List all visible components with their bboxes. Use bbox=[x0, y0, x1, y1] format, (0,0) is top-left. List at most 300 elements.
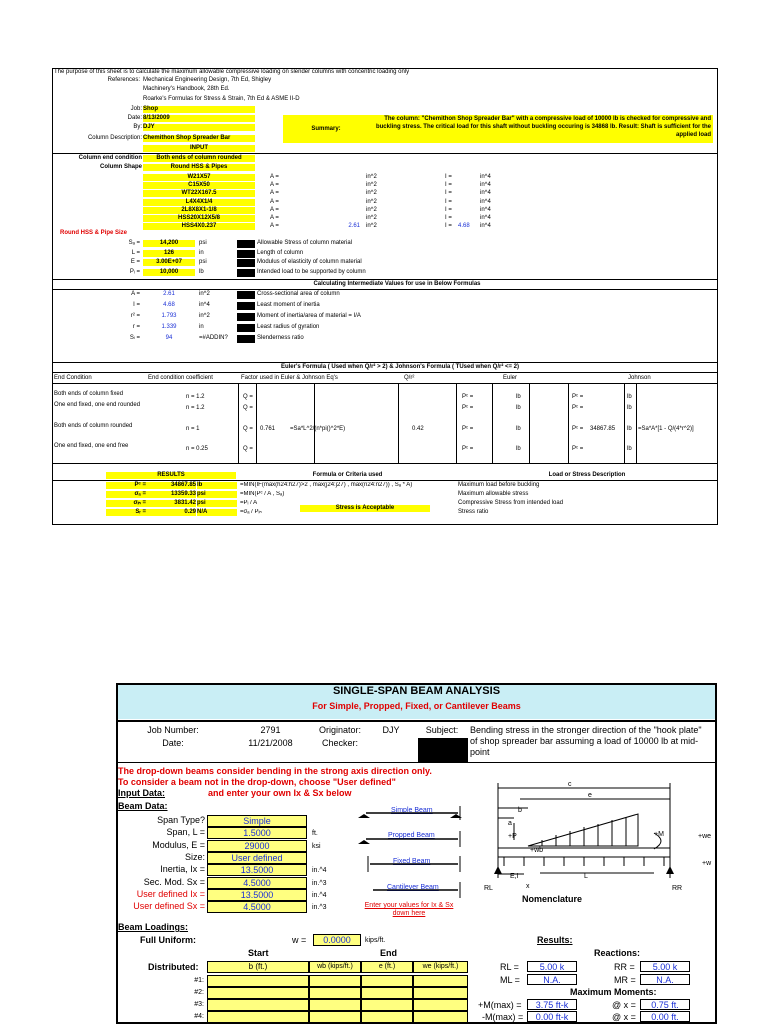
coldesc-label: Column Description: bbox=[87, 135, 142, 141]
result-symbol: σₐ = bbox=[106, 491, 146, 498]
date-label-2: Date: bbox=[162, 738, 184, 748]
grid-line bbox=[456, 383, 457, 463]
label-l: L bbox=[584, 873, 588, 880]
johnson-label: Pᶜ = bbox=[572, 426, 584, 432]
result-unit: lb bbox=[197, 482, 237, 489]
originator-value[interactable]: DJY bbox=[382, 725, 400, 735]
mr-label: MR = bbox=[614, 975, 636, 985]
result-value: 13359.33 bbox=[146, 491, 196, 498]
prop-value[interactable]: 14,200 bbox=[143, 240, 195, 247]
result-unit: psi bbox=[197, 491, 237, 498]
coldesc-value[interactable]: Chemithon Shop Spreader Bar bbox=[143, 135, 255, 142]
dist-col-we: we (kips/ft.) bbox=[413, 961, 468, 973]
interm-description: Slenderness ratio bbox=[257, 335, 304, 341]
shape-option[interactable]: W21X57 bbox=[143, 174, 255, 181]
beam-type-icons bbox=[358, 798, 468, 898]
beam-data-label: Beam Data: bbox=[118, 801, 168, 811]
johnson-label: Pᶜ = bbox=[572, 405, 584, 411]
label-x: x bbox=[526, 883, 530, 890]
grid-line bbox=[529, 383, 530, 463]
beam-field-label: Inertia, Ix = bbox=[160, 864, 205, 875]
area-label: A = bbox=[270, 182, 279, 189]
beam-field-unit: in.^3 bbox=[312, 879, 327, 887]
q-ratio: 0.42 bbox=[412, 426, 424, 432]
col-coefficient: End condition coefficient bbox=[148, 375, 213, 381]
label-rl: RL bbox=[484, 885, 493, 892]
area-unit: in^2 bbox=[366, 190, 377, 197]
interm-symbol: I = bbox=[133, 302, 140, 308]
euler-label: Pᶜ = bbox=[462, 394, 474, 400]
inertia-unit: in^4 bbox=[480, 174, 491, 180]
nomenclature-label: Nomenclature bbox=[522, 894, 583, 903]
prop-description: Allowable Stress of column material bbox=[257, 240, 353, 246]
rule bbox=[52, 463, 718, 464]
beam-field-unit: ksi bbox=[312, 842, 321, 850]
interm-value: 1.793 bbox=[161, 313, 177, 319]
q-label: Q = bbox=[243, 446, 253, 452]
area-label: A = bbox=[270, 190, 279, 197]
euler-label: Pᶜ = bbox=[462, 405, 474, 411]
label-w: +w bbox=[702, 860, 712, 867]
euler-label: Pᶜ = bbox=[462, 426, 474, 432]
mpos-x-value: 0.75 ft. bbox=[640, 999, 690, 1010]
result-value: 34867.85 bbox=[146, 482, 196, 489]
beam-subtitle: For Simple, Propped, Fixed, or Cantilever Beams bbox=[312, 701, 521, 711]
area-unit: in^2 bbox=[366, 223, 377, 230]
max-moments-label: Maximum Moments: bbox=[570, 987, 657, 997]
shape-option[interactable]: 2L8X8X1-1/8 bbox=[143, 207, 255, 214]
w-unit: kips/ft. bbox=[365, 937, 386, 944]
condition-coefficient: n = 1.2 bbox=[186, 394, 205, 400]
rr-value: 5.00 k bbox=[640, 961, 690, 972]
area-unit: in^2 bbox=[366, 182, 377, 189]
mneg-label: -M(max) = bbox=[482, 1012, 524, 1022]
interm-unit: =#ADDIN? bbox=[199, 335, 228, 341]
black-cell bbox=[237, 259, 255, 267]
grid-line bbox=[238, 383, 239, 463]
prop-symbol: L = bbox=[131, 249, 140, 256]
prop-description: Intended load to be supported by column bbox=[257, 268, 366, 275]
inertia-unit: in^4 bbox=[480, 198, 491, 205]
beam-field-unit: in.^4 bbox=[312, 891, 327, 899]
interm-symbol: r² = bbox=[130, 313, 140, 319]
prop-description: Modulus of elasticity of column material bbox=[257, 259, 362, 265]
loaddesc-header: Load or Stress Description bbox=[548, 472, 626, 478]
area-unit: in^2 bbox=[366, 215, 377, 221]
q-formula: =Sa*L^2/(n*pi()^2*E) bbox=[290, 426, 346, 432]
cantilever-beam-button[interactable]: Cantilever Beam bbox=[387, 884, 439, 891]
subject-value[interactable]: Bending stress in the stronger direction of the "hook plate" of shop spreader bar assuming a load of 10000 lb at mid-point bbox=[470, 725, 702, 757]
label-ei: E,I bbox=[510, 873, 519, 880]
inertia-label: I = bbox=[445, 206, 452, 213]
col-factor: Factor used in Euler & Johnson Eq's bbox=[241, 375, 338, 381]
inertia-label: I = bbox=[445, 215, 452, 221]
input-data-label: Input Data: bbox=[118, 788, 165, 798]
subject-black-fill bbox=[418, 738, 468, 762]
black-cell bbox=[237, 302, 255, 310]
euler-unit: lb bbox=[516, 446, 521, 452]
rule bbox=[52, 279, 718, 280]
shape-label: Column Shape bbox=[99, 164, 142, 170]
fixed-beam-button[interactable]: Fixed Beam bbox=[393, 858, 431, 865]
job-value[interactable]: Shop bbox=[143, 106, 255, 113]
rule bbox=[118, 762, 715, 763]
summary-text: The column: "Chemithon Shop Spreader Bar" with a compressive load of 10000 lb is checked for compressive and buckling stress. The critical load for this shaft without buckling occuring is 34868 lb. Result: Shaft is sufficient for the applied load bbox=[375, 116, 711, 138]
rule bbox=[52, 383, 718, 384]
result-formula: =Pᵢ / A bbox=[240, 500, 258, 506]
prop-value[interactable]: 10,000 bbox=[143, 269, 195, 276]
label-wb: +wb bbox=[530, 847, 544, 854]
interm-symbol: Sₗ = bbox=[129, 335, 140, 341]
dist-input-cell[interactable] bbox=[413, 1011, 468, 1023]
area-label: A = bbox=[270, 198, 279, 205]
beam-field-input[interactable]: User defined bbox=[207, 852, 307, 864]
black-cell bbox=[237, 335, 255, 343]
interm-description: Cross-sectional area of column bbox=[257, 291, 340, 297]
prop-value[interactable]: 3.00E+07 bbox=[143, 259, 195, 266]
interm-value: 94 bbox=[165, 335, 173, 341]
dist-row-label: #4: bbox=[194, 1013, 204, 1020]
dist-input-cell[interactable] bbox=[413, 975, 468, 987]
mneg-at-label: @ x = bbox=[612, 1012, 636, 1022]
inertia-value: 4.68 bbox=[458, 223, 470, 230]
interm-symbol: A = bbox=[131, 291, 140, 297]
ml-label: ML = bbox=[500, 975, 520, 985]
dist-row-label: #1: bbox=[194, 977, 204, 984]
inertia-unit: in^4 bbox=[480, 190, 491, 197]
johnson-unit: lb bbox=[627, 446, 632, 452]
condition-coefficient: n = 0.25 bbox=[186, 446, 208, 452]
interm-description: Least radius of gyration bbox=[257, 324, 320, 330]
rule bbox=[52, 362, 718, 363]
inertia-unit: in^4 bbox=[480, 182, 491, 189]
date-value[interactable]: 8/13/2009 bbox=[143, 115, 255, 122]
rule bbox=[52, 289, 718, 290]
beam-loadings-label: Beam Loadings: bbox=[118, 922, 189, 932]
grid-line bbox=[492, 383, 493, 463]
inertia-unit: in^4 bbox=[480, 206, 491, 213]
dist-input-cell[interactable] bbox=[361, 1011, 413, 1023]
label-e: e bbox=[588, 792, 592, 799]
black-cell bbox=[237, 250, 255, 258]
purpose-text: The purpose of this sheet is to calculate the maximum allowable compressive loading on slender columns with concentric loading only bbox=[54, 69, 410, 75]
result-description: Stress ratio bbox=[458, 509, 489, 515]
beam-field-input[interactable]: 1.5000 bbox=[207, 827, 307, 839]
beam-field-label: Size: bbox=[184, 851, 205, 862]
dist-input-cell[interactable] bbox=[413, 987, 468, 999]
simple-beam-button[interactable]: Simple Beam bbox=[391, 807, 433, 814]
reference-3: Roarke's Formulas for Stress & Strain, 7th Ed & ASME II-D bbox=[143, 96, 300, 102]
reactions-label: Reactions: bbox=[594, 948, 641, 958]
interm-value: 1.339 bbox=[161, 324, 177, 330]
interm-symbol: r = bbox=[132, 324, 140, 330]
shape-option[interactable]: WT22X167.5 bbox=[143, 190, 255, 197]
johnson-unit: lb bbox=[627, 426, 632, 432]
grid-line bbox=[398, 383, 399, 463]
originator-label: Originator: bbox=[318, 725, 362, 735]
label-p: +P bbox=[508, 833, 517, 840]
job-number-label: Job Number: bbox=[147, 725, 199, 735]
w-input[interactable]: 0.0000 bbox=[313, 934, 361, 946]
dist-col-b: b (ft.) bbox=[207, 961, 309, 973]
beam-field-input[interactable]: 13.5000 bbox=[207, 864, 307, 876]
area-unit: in^2 bbox=[366, 198, 377, 205]
w-label: w = bbox=[292, 935, 307, 945]
formula-header: Formula or Criteria used bbox=[312, 472, 383, 478]
dist-col-wb: wb (kips/ft.) bbox=[309, 961, 361, 973]
rule bbox=[118, 720, 715, 722]
start-label: Start bbox=[248, 948, 269, 958]
dist-row-label: #3: bbox=[194, 1001, 204, 1008]
beam-field-input[interactable]: Simple bbox=[207, 815, 307, 827]
dist-input-cell[interactable] bbox=[361, 975, 413, 987]
rule bbox=[52, 153, 718, 154]
inertia-label: I = bbox=[445, 190, 452, 197]
result-symbol: Sᵣ = bbox=[106, 509, 146, 516]
label-c: c bbox=[568, 781, 572, 788]
area-unit: in^2 bbox=[366, 174, 377, 180]
date-label: Date: bbox=[127, 115, 142, 121]
black-cell bbox=[237, 269, 255, 277]
interm-value: 2.61 bbox=[163, 291, 175, 297]
beam-field-input[interactable]: 4.5000 bbox=[207, 901, 307, 913]
label-b: b bbox=[518, 807, 522, 814]
results-header: RESULTS bbox=[106, 472, 236, 479]
rule bbox=[52, 480, 718, 481]
interm-unit: in^2 bbox=[199, 291, 210, 297]
black-cell bbox=[237, 324, 255, 332]
end-cond-label: Column end condition bbox=[78, 155, 142, 161]
prop-symbol: E = bbox=[130, 259, 140, 265]
rl-value: 5.00 k bbox=[527, 961, 577, 972]
prop-unit: psi bbox=[199, 240, 207, 246]
beam-field-input[interactable]: 13.5000 bbox=[207, 889, 307, 901]
stress-ok-badge: Stress is Acceptable bbox=[300, 505, 430, 512]
area-label: A = bbox=[270, 174, 279, 180]
interm-unit: in bbox=[199, 324, 204, 330]
result-formula: =MIN(Pᶜ / A , Sₐ) bbox=[240, 491, 285, 497]
johnson-value: 34867.85 bbox=[590, 426, 616, 432]
rule bbox=[52, 372, 718, 373]
prop-symbol: Pᵢ = bbox=[129, 268, 140, 275]
end-label: End bbox=[380, 948, 397, 958]
result-unit: N/A bbox=[197, 509, 237, 516]
reference-1: Mechanical Engineering Design, 7th Ed, Shigley bbox=[143, 77, 272, 83]
enter-values-note: Enter your values for Ix & Sx down here bbox=[364, 902, 454, 917]
euler-unit: lb bbox=[516, 426, 521, 432]
interm-value: 4.68 bbox=[163, 302, 175, 308]
reference-2: Machinery's Handbook, 28th Ed. bbox=[143, 86, 230, 92]
full-uniform-label: Full Uniform: bbox=[140, 935, 196, 945]
beam-field-label: Modulus, E = bbox=[152, 839, 205, 850]
result-description: Maximum load before buckling bbox=[458, 482, 540, 488]
prop-symbol: Sₐ = bbox=[128, 240, 140, 246]
label-we: +we bbox=[698, 833, 712, 840]
label-rr: RR bbox=[672, 885, 683, 892]
inertia-label: I = bbox=[445, 223, 452, 230]
subject-label: Subject: bbox=[425, 725, 459, 735]
beam-title: SINGLE-SPAN BEAM ANALYSIS bbox=[332, 685, 501, 697]
black-cell bbox=[237, 291, 255, 299]
result-symbol: σᵢₙ = bbox=[106, 500, 146, 507]
interm-unit: in^4 bbox=[199, 302, 210, 308]
result-symbol: Pᶜ = bbox=[106, 482, 146, 489]
summary-label: Summary: bbox=[311, 126, 341, 132]
checker-label: Checker: bbox=[321, 738, 358, 748]
mneg-x-value: 0.00 ft. bbox=[640, 1011, 690, 1022]
prop-value[interactable]: 126 bbox=[143, 250, 195, 257]
beam-field-unit: ft. bbox=[312, 830, 318, 838]
johnson-label: Pᶜ = bbox=[572, 446, 584, 452]
black-cell bbox=[237, 240, 255, 248]
grid-line bbox=[256, 383, 257, 463]
job-label: Job: bbox=[130, 106, 142, 112]
shape-option[interactable]: HSS4X0.237 bbox=[143, 223, 255, 230]
beam-field-label: Span, L = bbox=[166, 827, 205, 838]
area-unit: in^2 bbox=[366, 206, 377, 213]
q-label: Q = bbox=[243, 394, 253, 400]
beam-field-label: Span Type? bbox=[157, 815, 205, 825]
area-label: A = bbox=[270, 223, 279, 230]
dist-input-cell[interactable] bbox=[207, 987, 309, 999]
condition-coefficient: n = 1 bbox=[186, 426, 200, 432]
input-header: INPUT bbox=[143, 145, 255, 152]
job-number-value[interactable]: 2791 bbox=[260, 725, 281, 735]
result-formula: =MIN(IF(max(h24:h27)>2 , max(j24:j27) , max(n24:n27)) , Sₐ * A) bbox=[240, 482, 413, 488]
shape-option[interactable]: HSS20X12X5/8 bbox=[143, 215, 255, 222]
grid-line bbox=[568, 383, 569, 463]
q-value: 0.761 bbox=[260, 426, 276, 432]
dist-input-cell[interactable] bbox=[207, 1011, 309, 1023]
dist-input-cell[interactable] bbox=[207, 999, 309, 1011]
inertia-unit: in^4 bbox=[480, 215, 491, 221]
dist-input-cell[interactable] bbox=[413, 999, 468, 1011]
col-end-condition: End Condition bbox=[54, 375, 92, 381]
dist-input-cell[interactable] bbox=[309, 999, 361, 1011]
round-hss-label: Round HSS & Pipe Size bbox=[60, 230, 128, 236]
prop-unit: lb bbox=[199, 268, 204, 275]
dist-input-cell[interactable] bbox=[309, 987, 361, 999]
beam-field-input[interactable]: 4.5000 bbox=[207, 877, 307, 889]
q-label: Q = bbox=[243, 426, 253, 432]
result-unit: psi bbox=[197, 500, 237, 507]
dropdown-note-2: To consider a beam not in the drop-down, choose "User defined" bbox=[118, 777, 396, 787]
dropdown-note-1: The drop-down beams consider bending in the strong axis direction only. bbox=[118, 766, 432, 776]
euler-unit: lb bbox=[516, 405, 521, 411]
beam-field-label: User defined Sx = bbox=[133, 901, 205, 912]
dist-col-e: e (ft.) bbox=[361, 961, 413, 973]
interm-description: Moment of inertia/area of material = I/A bbox=[257, 313, 361, 319]
dropdown-note-3: and enter your own Ix & Sx below bbox=[208, 788, 352, 798]
grid-line bbox=[314, 383, 315, 463]
by-value[interactable]: DJY bbox=[143, 124, 255, 131]
result-value: 0.29 bbox=[146, 509, 196, 516]
grid-line bbox=[624, 383, 625, 463]
shape-option[interactable]: L4X4X1/4 bbox=[143, 199, 255, 206]
by-label: By: bbox=[133, 124, 142, 130]
end-cond-select[interactable]: Both ends of column rounded bbox=[143, 155, 255, 162]
grid-line bbox=[636, 383, 637, 463]
johnson-unit: lb bbox=[627, 394, 632, 400]
shape-select[interactable]: Round HSS & Pipes bbox=[143, 164, 255, 171]
result-formula: =σₐ / Pᵢₙ bbox=[240, 509, 262, 515]
euler-unit: lb bbox=[516, 394, 521, 400]
prop-unit: psi bbox=[199, 259, 207, 265]
interm-unit: in^2 bbox=[199, 313, 210, 319]
condition-name: One end fixed, one end free bbox=[54, 443, 129, 449]
mr-value: N.A. bbox=[640, 974, 690, 985]
intermediate-header: Calculating Intermediate Values for use in Below Formulas bbox=[313, 281, 481, 287]
inertia-label: I = bbox=[445, 182, 452, 189]
results-label-2: Results: bbox=[537, 935, 573, 945]
references-label: References: bbox=[107, 77, 140, 83]
beam-field-unit: in.^3 bbox=[312, 904, 327, 912]
rl-label: RL = bbox=[500, 962, 519, 972]
prop-unit: in bbox=[199, 249, 204, 256]
inertia-label: I = bbox=[445, 174, 452, 180]
result-description: Compressive Stress from intended load bbox=[458, 500, 564, 506]
area-label: A = bbox=[270, 215, 279, 221]
area-value: 2.61 bbox=[348, 223, 360, 230]
col-euler: Euler bbox=[503, 375, 518, 381]
condition-coefficient: n = 1.2 bbox=[186, 405, 205, 411]
condition-name: Both ends of column rounded bbox=[54, 423, 133, 429]
dist-row-label: #2: bbox=[194, 989, 204, 996]
euler-label: Pᶜ = bbox=[462, 446, 474, 452]
beam-field-unit: in.^4 bbox=[312, 867, 327, 875]
result-value: 3831.42 bbox=[146, 500, 196, 507]
result-description: Maximum allowable stress bbox=[458, 491, 529, 497]
propped-beam-button[interactable]: Propped Beam bbox=[388, 832, 435, 839]
q-label: Q = bbox=[243, 405, 253, 411]
inertia-unit: in^4 bbox=[480, 223, 491, 230]
distributed-label: Distributed: bbox=[148, 962, 199, 972]
johnson-formula: =Sa*A*[1 - Q/(4*r^2)] bbox=[638, 426, 694, 432]
area-label: A = bbox=[270, 206, 279, 213]
black-cell bbox=[237, 313, 255, 321]
euler-header: Euler's Formula ( Used when Q/r² > 2) & Johnson's Formula ( TUsed when Q/r² <= 2) bbox=[280, 364, 520, 370]
condition-name: Both ends of column fixed bbox=[54, 391, 124, 397]
nomenclature-diagram bbox=[484, 778, 714, 903]
beam-field-label: Sec. Mod. Sx = bbox=[143, 876, 205, 887]
col-johnson: Johnson bbox=[628, 375, 651, 381]
inertia-label: I = bbox=[445, 198, 452, 205]
dist-input-cell[interactable] bbox=[361, 987, 413, 999]
label-a: a bbox=[508, 820, 512, 827]
johnson-unit: lb bbox=[627, 405, 632, 411]
condition-name: One end fixed, one end rounded bbox=[54, 402, 141, 408]
mneg-value: 0.00 ft-k bbox=[527, 1011, 577, 1022]
rr-label: RR = bbox=[614, 962, 635, 972]
beam-field-input[interactable]: 29000 bbox=[207, 840, 307, 852]
mpos-label: +M(max) = bbox=[478, 1000, 522, 1010]
ml-value: N.A. bbox=[527, 974, 577, 985]
col-q: Q/r² bbox=[404, 375, 415, 381]
mpos-at-label: @ x = bbox=[612, 1000, 636, 1010]
date-value-2[interactable]: 11/21/2008 bbox=[248, 738, 293, 748]
johnson-label: Pᶜ = bbox=[572, 394, 584, 400]
dist-input-cell[interactable] bbox=[361, 999, 413, 1011]
shape-option[interactable]: C15X50 bbox=[143, 182, 255, 189]
dist-input-cell[interactable] bbox=[309, 975, 361, 987]
beam-field-label: User defined Ix = bbox=[136, 888, 205, 899]
label-m: +M bbox=[654, 831, 664, 838]
prop-description: Length of column bbox=[257, 249, 304, 256]
dist-input-cell[interactable] bbox=[309, 1011, 361, 1023]
mpos-value: 3.75 ft-k bbox=[527, 999, 577, 1010]
dist-input-cell[interactable] bbox=[207, 975, 309, 987]
interm-description: Least moment of inertia bbox=[257, 302, 320, 308]
